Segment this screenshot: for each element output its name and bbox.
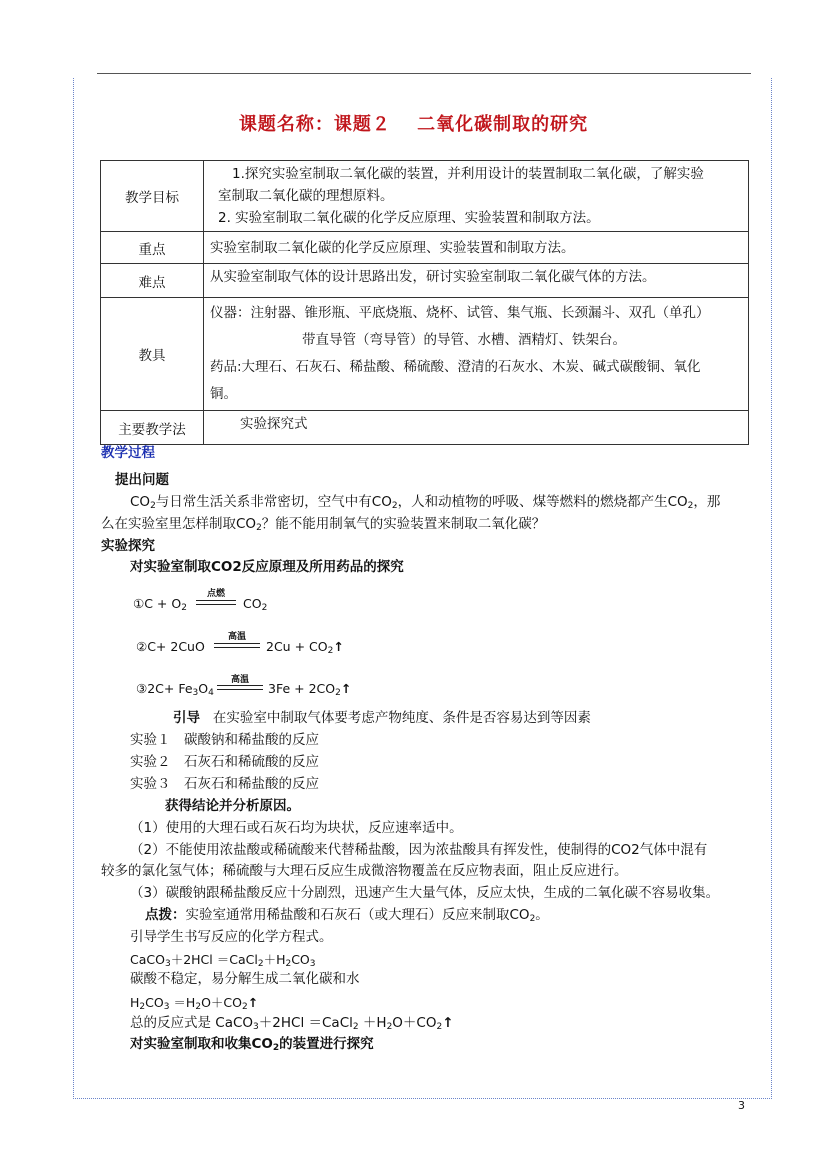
- tools-line-1: 仪器：注射器、锥形瓶、平底烧瓶、烧杯、试管、集气瓶、长颈漏斗、双孔（单孔）: [210, 305, 710, 321]
- lesson-title: 课题名称：课题２ 二氧化碳制取的研究: [238, 114, 589, 135]
- ask-paragraph-line-1: $CO_2$与日常生活关系非常密切，空气中有$CO_2$，人和动植物的呼吸、煤等燃料的燃烧都产生$CO_2$，那: [130, 494, 721, 511]
- objectives-label: 教学目标: [101, 161, 204, 232]
- tools-line-2: 带直导管（弯导管）的导管、水槽、酒精灯、铁架台。: [302, 332, 626, 348]
- ask-heading: 提出问题: [115, 472, 169, 488]
- experiment-2: 实验２ 石灰石和稀硫酸的反应: [130, 754, 319, 770]
- equation-2-right: $2Cu + CO_2↑$: [266, 639, 344, 656]
- difficult-label: 难点: [101, 264, 204, 298]
- objective-2: 2. 实验室制取二氧化碳的化学反应原理、实验装置和制取方法。: [218, 210, 600, 226]
- equation-1-left: ①C + $O_2$: [133, 596, 187, 613]
- equation-3-condition: 高温: [230, 675, 249, 685]
- difficult-text: 从实验室制取气体的设计思路出发，研讨实验室制取二氧化碳气体的方法。: [204, 264, 749, 298]
- equation-caco3: CaCO$_3$＋2HCl $=CaCl_2+H_2CO_3$: [130, 952, 316, 969]
- equation-1-condition: 点燃: [206, 589, 225, 599]
- key-label: 重点: [101, 232, 204, 264]
- equation-3-right: $3Fe + 2CO_2↑$: [268, 681, 352, 698]
- explore-heading: 实验探究: [101, 538, 155, 554]
- conclusion-2b: 较多的氯化氢气体；稀硫酸与大理石反应生成微溶物覆盖在反应物表面，阻止反应进行。: [101, 863, 628, 879]
- experiment-3: 实验３ 石灰石和稀盐酸的反应: [130, 776, 319, 792]
- total-equation: 总的反应式是 CaCO$_3$＋2HCl ＝CaCl$_2$ $+H_2O+CO_2↑$: [130, 1015, 454, 1032]
- conclusion-2a: （2）不能使用浓盐酸或稀硫酸来代替稀盐酸，因为浓盐酸具有挥发性，使制得的CO2气体中混有: [130, 842, 708, 858]
- equation-2-left: ②C+ 2CuO: [136, 639, 205, 654]
- tools-line-3: 药品:大理石、石灰石、稀盐酸、稀硫酸、澄清的石灰水、木炭、碱式碳酸铜、氧化: [210, 359, 701, 375]
- objectives-cell: [204, 161, 749, 232]
- conclusion-heading: 获得结论并分析原因。: [165, 798, 300, 814]
- guide-students-line: 引导学生书写反应的化学方程式。: [130, 929, 333, 945]
- tip-line: 点拨：实验室通常用稀盐酸和石灰石（或大理石）反应来制取$CO_2$。: [145, 907, 549, 924]
- page-number: 3: [738, 1099, 745, 1112]
- tools-cell: [204, 298, 749, 411]
- unstable-note: 碳酸不稳定，易分解生成二氧化碳和水: [130, 971, 360, 987]
- experiment-1: 实验１ 碳酸钠和稀盐酸的反应: [130, 732, 319, 748]
- key-text: 实验室制取二氧化碳的化学反应原理、实验装置和制取方法。: [204, 232, 749, 264]
- equation-h2co3: $H_2CO_3$ $=H_2O+CO_2↑$: [130, 995, 259, 1012]
- ask-paragraph-line-2: 么在实验室里怎样制取$CO_2$？能不能用制氧气的实验装置来制取二氧化碳？: [101, 516, 546, 533]
- equation-1-right: $CO_2$: [243, 596, 268, 613]
- method-label: 主要教学法: [101, 411, 204, 445]
- header-rule: [97, 73, 751, 74]
- conclusion-3: （3）碳酸钠跟稀盐酸反应十分剧烈，迅速产生大量气体，反应太快，生成的二氧化碳不容易收集。: [130, 885, 720, 901]
- lesson-info-table: [100, 160, 749, 445]
- objective-1a: 1.探究实验室制取二氧化碳的装置，并利用设计的装置制取二氧化碳，了解实验: [232, 166, 704, 182]
- conclusion-1: （1）使用的大理石或石灰石均为块状，反应速率适中。: [130, 820, 463, 836]
- explore-subheading: 对实验室制取CO2反应原理及所用药品的探究: [130, 559, 404, 575]
- equation-3-equals: [217, 685, 263, 690]
- tools-line-4: 铜。: [210, 386, 237, 402]
- equation-3-left: ③2C+ $Fe_3O_4$: [136, 681, 214, 698]
- objective-1b: 室制取二氧化碳的理想原料。: [218, 188, 394, 204]
- equation-2-equals: [214, 643, 260, 648]
- equation-2-condition: 高温: [227, 632, 246, 642]
- method-text: 实验探究式: [204, 411, 749, 445]
- guide-line: 引导 在实验室中制取气体要考虑产物纯度、条件是否容易达到等因素: [173, 710, 591, 726]
- tools-label: 教具: [101, 298, 204, 411]
- process-heading: 教学过程: [101, 445, 155, 461]
- device-heading: 对实验室制取和收集$CO_2$的装置进行探究: [130, 1036, 374, 1053]
- equation-1-equals: [196, 600, 236, 605]
